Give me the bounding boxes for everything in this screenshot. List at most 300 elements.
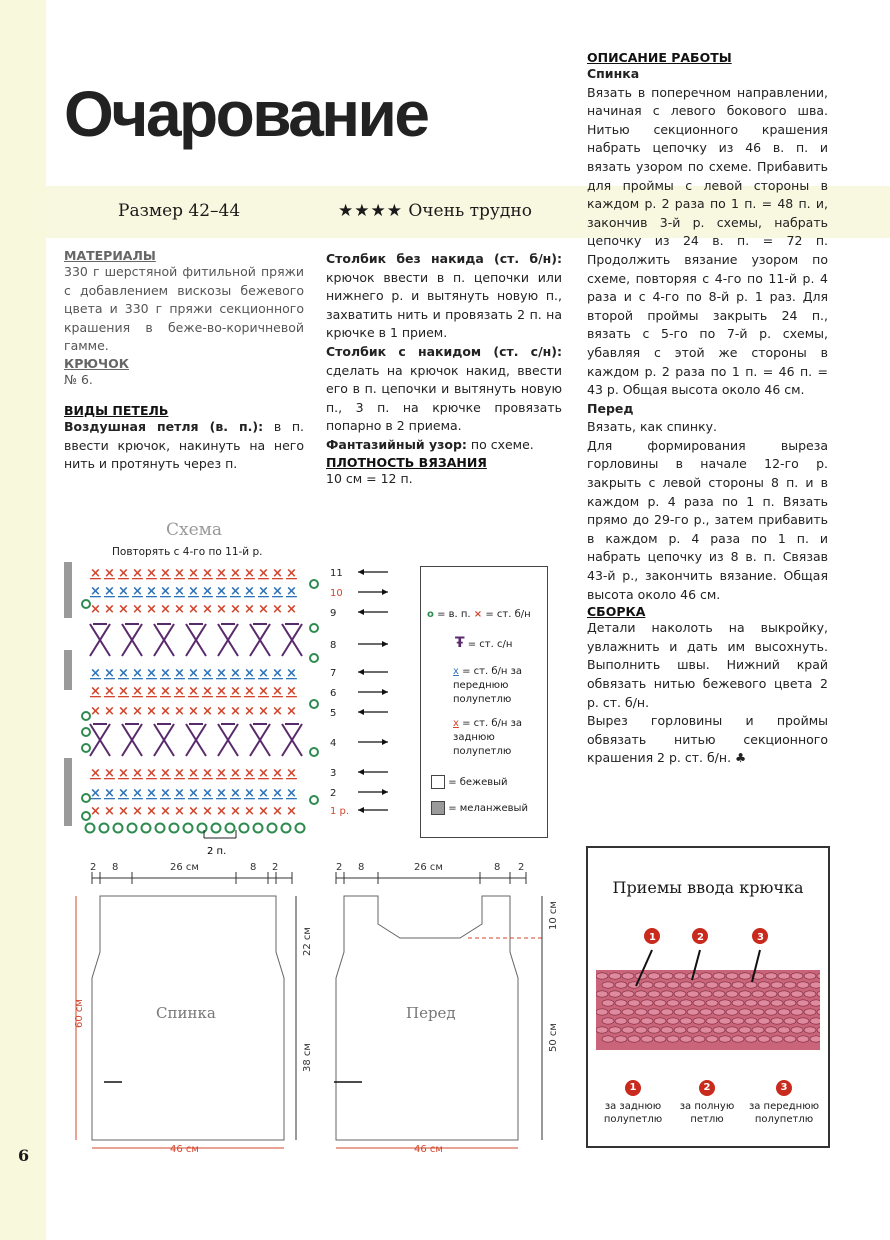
stitch-text: крючок ввести в п. цепочки или нижнего р. и вытянуть новую п., захватить нить и провязать 2 п. на крючке в 1 прием. bbox=[326, 269, 562, 341]
legend-melange bbox=[431, 801, 528, 815]
row-arrow-head bbox=[358, 807, 364, 813]
marker-3-num: 3 bbox=[757, 932, 764, 943]
fabric-loop bbox=[667, 1036, 679, 1042]
fabric-loop bbox=[791, 991, 803, 997]
stitch-sc: × bbox=[90, 584, 101, 599]
fabric-loop bbox=[739, 991, 751, 997]
back-dim-5: 2 bbox=[272, 862, 279, 873]
fabric-loop bbox=[784, 1018, 796, 1024]
legend-front-loop bbox=[453, 665, 545, 707]
stitch-item bbox=[326, 436, 562, 455]
fabric-loop bbox=[596, 1027, 608, 1033]
size-label: Размер 42–44 bbox=[118, 201, 241, 221]
fabric-loop bbox=[771, 1036, 783, 1042]
fabric-loop bbox=[615, 1000, 627, 1006]
fabric-loop bbox=[784, 982, 796, 988]
fabric-loop bbox=[687, 991, 699, 997]
stitch-sc: × bbox=[132, 766, 143, 781]
stitch-sc: × bbox=[160, 602, 171, 617]
fabric-loop bbox=[622, 1009, 634, 1015]
legend-beige bbox=[431, 775, 508, 789]
fabric-loop bbox=[713, 973, 725, 979]
fabric-loop bbox=[758, 1000, 770, 1006]
stitch-sc: × bbox=[104, 766, 115, 781]
stitch-sc: × bbox=[174, 704, 185, 719]
legend-beige-label: = бежевый bbox=[448, 777, 508, 788]
fabric-loop bbox=[791, 1027, 803, 1033]
row-arrow-head bbox=[358, 609, 364, 615]
stitch-sc: × bbox=[146, 684, 157, 699]
stitch-sc: × bbox=[244, 804, 255, 819]
fabric-loop bbox=[752, 991, 764, 997]
fabric-loop bbox=[726, 973, 738, 979]
stitch-sc: × bbox=[132, 704, 143, 719]
stitch-sc: × bbox=[230, 684, 241, 699]
stitch-sc: × bbox=[286, 766, 297, 781]
fabric-loop bbox=[778, 991, 790, 997]
hook-item-3 bbox=[748, 1080, 820, 1126]
fabric-loop bbox=[641, 1036, 653, 1042]
stitch-sc: × bbox=[244, 584, 255, 599]
hook-item-1-num: 1 bbox=[625, 1080, 641, 1096]
stitch-chain bbox=[156, 824, 165, 833]
back-schematic bbox=[74, 862, 313, 1155]
fabric-loop bbox=[726, 991, 738, 997]
stitch-sc: × bbox=[118, 704, 129, 719]
fabric-loop bbox=[680, 982, 692, 988]
fabric-loop bbox=[615, 1018, 627, 1024]
stitch-sc: × bbox=[160, 666, 171, 681]
fabric-loop bbox=[635, 1027, 647, 1033]
fabric-loop bbox=[641, 1000, 653, 1006]
stitch-sc: × bbox=[258, 766, 269, 781]
stitch-sc: × bbox=[286, 566, 297, 581]
stitch-sc: × bbox=[216, 584, 227, 599]
stitch-sc: × bbox=[230, 602, 241, 617]
fabric-loop bbox=[713, 1009, 725, 1015]
stitch-sc: × bbox=[202, 602, 213, 617]
fabric-loop bbox=[680, 1018, 692, 1024]
fabric-loop bbox=[797, 1036, 809, 1042]
fabric-loop bbox=[713, 991, 725, 997]
fabric-loop bbox=[706, 982, 718, 988]
stitch-sc: × bbox=[258, 566, 269, 581]
stitch-sc: × bbox=[202, 704, 213, 719]
legend-chain-label: = в. п. bbox=[437, 609, 471, 620]
stitch-sc: × bbox=[188, 684, 199, 699]
back-loop-symbol: x bbox=[453, 718, 459, 729]
fabric-loop bbox=[752, 1027, 764, 1033]
assembly-text-1: Детали наколоть на выкройку, увлажнить и дать им высохнуть. Выполнить швы. Нижний край обвязать нитью бежевого цвета 2 р. ст. б/н. bbox=[587, 620, 828, 710]
row-arrow-head bbox=[358, 669, 364, 675]
hook-item-1 bbox=[602, 1080, 664, 1126]
stitch-sc: × bbox=[174, 684, 185, 699]
stitch-sc: × bbox=[118, 666, 129, 681]
melange-swatch bbox=[431, 801, 445, 815]
stitch-sc: × bbox=[174, 804, 185, 819]
fabric-loop bbox=[654, 1018, 666, 1024]
stitch-sc: × bbox=[118, 804, 129, 819]
chart-melange-bar bbox=[64, 562, 72, 618]
fabric-loop bbox=[719, 1018, 731, 1024]
stitch-sc: × bbox=[174, 584, 185, 599]
stitch-sc: × bbox=[146, 584, 157, 599]
back-dim-right-1: 22 см bbox=[302, 927, 313, 956]
stitch-sc: × bbox=[272, 704, 283, 719]
stitch-sc: × bbox=[160, 766, 171, 781]
fabric-loop bbox=[648, 973, 660, 979]
stitch-sc: × bbox=[272, 766, 283, 781]
crochet-chart bbox=[64, 562, 404, 862]
fabric-loop bbox=[784, 1036, 796, 1042]
stitch-sc: × bbox=[90, 666, 101, 681]
stitch-sc: × bbox=[90, 704, 101, 719]
fabric-loop bbox=[687, 1027, 699, 1033]
fabric-loop bbox=[745, 1036, 757, 1042]
fabric-loop bbox=[674, 973, 686, 979]
fabric-loop bbox=[615, 982, 627, 988]
fabric-loop bbox=[628, 1018, 640, 1024]
legend-front-loop-label: = ст. б/н за переднюю полупетлю bbox=[453, 666, 523, 705]
stitch-sc: × bbox=[244, 602, 255, 617]
stitch-sc: × bbox=[104, 602, 115, 617]
fabric-loop bbox=[596, 991, 608, 997]
stitch-sc: × bbox=[132, 804, 143, 819]
fabric-loop bbox=[784, 1000, 796, 1006]
legend-back-loop bbox=[453, 717, 545, 759]
stitch-sc: × bbox=[244, 666, 255, 681]
stitch-sc: × bbox=[160, 804, 171, 819]
fabric-loop bbox=[680, 1036, 692, 1042]
hook-item-3-num: 3 bbox=[776, 1080, 792, 1096]
stitch-text: по схеме. bbox=[470, 436, 534, 452]
fabric-loop bbox=[609, 973, 621, 979]
stitch-chain bbox=[82, 712, 90, 720]
fabric-loop bbox=[680, 1000, 692, 1006]
stitch-name: Столбик с накидом (ст. с/н): bbox=[326, 343, 562, 359]
back-dim-3: 26 см bbox=[170, 862, 199, 873]
legend-melange-label: = меланжевый bbox=[448, 803, 528, 814]
back-width-label: 46 см bbox=[170, 1144, 199, 1155]
stitch-sc: × bbox=[90, 684, 101, 699]
stitch-sc: × bbox=[230, 566, 241, 581]
fabric-loop bbox=[739, 1009, 751, 1015]
stitch-sc: × bbox=[188, 566, 199, 581]
stitch-sc: × bbox=[146, 566, 157, 581]
stitch-sc: × bbox=[244, 766, 255, 781]
stitch-sc: × bbox=[118, 684, 129, 699]
stitch-chain bbox=[100, 824, 109, 833]
fabric-loop bbox=[661, 973, 673, 979]
stitch-item bbox=[326, 343, 562, 436]
stitch-sc: × bbox=[202, 666, 213, 681]
fabric-loop bbox=[765, 991, 777, 997]
back-height-label: 60 см bbox=[74, 999, 85, 1028]
fabric-loop bbox=[641, 982, 653, 988]
hook-item-3-label: за переднюю полупетлю bbox=[748, 1101, 820, 1125]
stitch-text: в п. ввести крючок, накинуть на него нить и протянуть через п. bbox=[64, 419, 304, 472]
difficulty-stars: ★★★★ bbox=[338, 201, 403, 221]
stitch-sc: × bbox=[132, 786, 143, 801]
stitch-sc: × bbox=[188, 584, 199, 599]
fabric-loop bbox=[674, 991, 686, 997]
chart-arrows bbox=[358, 569, 388, 813]
fabric-loop bbox=[674, 1027, 686, 1033]
fabric-loop bbox=[602, 982, 614, 988]
stitch-item bbox=[326, 250, 562, 343]
stitch-sc: × bbox=[272, 584, 283, 599]
stitch-sc: × bbox=[202, 766, 213, 781]
stitch-chain bbox=[86, 824, 95, 833]
fabric-loop bbox=[648, 991, 660, 997]
fabric-loop bbox=[687, 1009, 699, 1015]
stitch-sc: × bbox=[160, 584, 171, 599]
hook-item-2 bbox=[676, 1080, 738, 1126]
front-heading: Перед bbox=[587, 400, 634, 416]
fabric-loop bbox=[700, 1027, 712, 1033]
fabric-loop bbox=[745, 982, 757, 988]
row-arrow-head bbox=[382, 641, 388, 647]
stitch-sc: × bbox=[286, 584, 297, 599]
page-title: Очарование bbox=[64, 78, 428, 150]
fabric-loop bbox=[732, 1018, 744, 1024]
fabric-loop bbox=[602, 1018, 614, 1024]
stitch-sc: × bbox=[174, 766, 185, 781]
fabric-loop bbox=[726, 1027, 738, 1033]
fabric-loop bbox=[615, 1036, 627, 1042]
fabric-loop bbox=[596, 1009, 608, 1015]
stitch-sc: × bbox=[104, 666, 115, 681]
stitch-sc: × bbox=[146, 666, 157, 681]
stitch-chain bbox=[82, 600, 90, 608]
marker-2-num: 2 bbox=[697, 932, 704, 943]
front-text-2: Для формирования выреза горловины в начале 12-го р. закрыть с левой стороны 8 п. и в каждом р. 4 раза по 1 п. Вязать прямо до 29-го р., затем прибавить в каждом р. 4 раза по 1 п. и набрать цепочку из 8 в. п. Связав 43-й р., закончить вязание. Общая высота около 46 см. bbox=[587, 437, 828, 602]
fabric-loop bbox=[804, 991, 816, 997]
fabric-loop bbox=[719, 1000, 731, 1006]
stitch-sc: × bbox=[118, 786, 129, 801]
stitch-sc: × bbox=[118, 766, 129, 781]
stitch-sc: × bbox=[132, 566, 143, 581]
stitch-sc: × bbox=[272, 804, 283, 819]
fabric-loop bbox=[804, 1009, 816, 1015]
stitch-chain bbox=[310, 580, 318, 588]
fabric-loop bbox=[693, 1036, 705, 1042]
fabric-loop bbox=[758, 1018, 770, 1024]
page-number: 6 bbox=[18, 1146, 30, 1165]
marker-1-num: 1 bbox=[649, 932, 656, 943]
fabric-loop bbox=[693, 1018, 705, 1024]
fabric-loop bbox=[609, 1027, 621, 1033]
stitch-sc: × bbox=[230, 804, 241, 819]
materials-column bbox=[64, 248, 304, 474]
fabric-loop bbox=[778, 1009, 790, 1015]
front-dim-5: 2 bbox=[518, 862, 525, 873]
stitch-sc: × bbox=[90, 766, 101, 781]
stitches-column bbox=[326, 250, 562, 488]
stitch-sc: × bbox=[202, 684, 213, 699]
fabric-loop bbox=[622, 991, 634, 997]
stitch-name: Воздушная петля (в. п.): bbox=[64, 419, 264, 434]
front-schematic bbox=[334, 862, 559, 1155]
fabric-loop bbox=[797, 982, 809, 988]
hook-box-title: Приемы ввода крючка bbox=[612, 878, 804, 897]
stitch-sc: × bbox=[258, 602, 269, 617]
row-label: 7 bbox=[330, 668, 337, 679]
fabric-loop bbox=[765, 1027, 777, 1033]
row-label: 9 bbox=[330, 608, 337, 619]
fabric-loop bbox=[765, 973, 777, 979]
stitch-sc: × bbox=[258, 704, 269, 719]
row-arrow-head bbox=[358, 709, 364, 715]
row-arrow-head bbox=[382, 689, 388, 695]
stitches-heading: ВИДЫ ПЕТЕЛЬ bbox=[64, 403, 169, 418]
legend-sc-label: = ст. б/н bbox=[485, 609, 531, 620]
stitch-chain bbox=[170, 824, 179, 833]
chart-legend bbox=[420, 566, 548, 838]
stitch-sc: × bbox=[286, 602, 297, 617]
stitch-sc: × bbox=[202, 566, 213, 581]
front-dim-4: 8 bbox=[494, 862, 501, 873]
row-label: 11 bbox=[330, 568, 343, 579]
stitch-sc: × bbox=[160, 704, 171, 719]
stitch-sc: × bbox=[146, 804, 157, 819]
front-label: Перед bbox=[406, 1004, 456, 1022]
fabric-loop bbox=[700, 973, 712, 979]
chart-melange-bar bbox=[64, 650, 72, 690]
fabric-loop bbox=[661, 991, 673, 997]
stitch-chain bbox=[310, 700, 318, 708]
stitch-sc: × bbox=[258, 684, 269, 699]
row-label: 5 bbox=[330, 708, 337, 719]
fabric-loop bbox=[752, 1009, 764, 1015]
front-dim-1: 2 bbox=[336, 862, 343, 873]
fabric-loop bbox=[732, 1036, 744, 1042]
fabric-loop bbox=[778, 1027, 790, 1033]
stitch-sc: × bbox=[146, 602, 157, 617]
fabric-loop bbox=[732, 982, 744, 988]
stitch-sc: × bbox=[132, 584, 143, 599]
front-dim-3: 26 см bbox=[414, 862, 443, 873]
garment-schematics bbox=[60, 852, 580, 1162]
stitch-sc: × bbox=[216, 766, 227, 781]
fabric-loop bbox=[667, 1000, 679, 1006]
stitch-sc: × bbox=[216, 566, 227, 581]
stitch-sc: × bbox=[286, 786, 297, 801]
fabric-loop bbox=[635, 1009, 647, 1015]
stitch-name: Фантазийный узор: bbox=[326, 436, 467, 452]
row-label: 10 bbox=[330, 588, 343, 599]
fabric-loop bbox=[648, 1009, 660, 1015]
chart-row-labels bbox=[330, 568, 349, 817]
fabric-loop bbox=[745, 1000, 757, 1006]
fabric-loop bbox=[810, 1000, 820, 1006]
description-heading: ОПИСАНИЕ РАБОТЫ bbox=[587, 50, 732, 65]
stitch-text: сделать на крючок накид, ввести его в п. цепочки и вытянуть новую п., 3 п. на крючке провязать попарно в 2 приема. bbox=[326, 362, 562, 434]
fabric-loop bbox=[674, 1009, 686, 1015]
stitch-sc: × bbox=[104, 584, 115, 599]
back-text: Вязать в поперечном направлении, начиная с левого бокового шва. Нитью секционного крашения набрать цепочку из 46 в. п. и вязать узором по схеме. Прибавить для проймы с левой стороны в каждом р. 2 раза по 1 п. = 48 п. и, закончив 3-й р. схемы, набрать цепочку из 24 в. п. = 72 п. Продолжить вязание узором по схеме, повторяя с 4-го по 11-й р. 4 раза и с 4-го по 8-й р. 1 раз. Для второй проймы закрыть 24 п., вязать с 5-го по 7-й р. схемы, убавляя с этой же стороны в каждом р. 2 раза по 1 п. = 46 п. = 43 р. Общая высота около 46 см. bbox=[587, 84, 828, 398]
fabric-loop bbox=[719, 1036, 731, 1042]
stitch-sc: × bbox=[272, 566, 283, 581]
row-arrow-head bbox=[382, 789, 388, 795]
stitch-chain bbox=[310, 654, 318, 662]
stitch-sc: × bbox=[132, 602, 143, 617]
row-arrow-head bbox=[358, 769, 364, 775]
stitch-chain bbox=[128, 824, 137, 833]
stitch-sc: × bbox=[272, 786, 283, 801]
fabric-loop bbox=[648, 1027, 660, 1033]
stitch-sc: × bbox=[216, 602, 227, 617]
fabric-loop bbox=[706, 1000, 718, 1006]
repeat-label: 2 п. bbox=[207, 846, 227, 857]
stitch-sc: × bbox=[174, 786, 185, 801]
stitch-chain bbox=[240, 824, 249, 833]
fabric-loop bbox=[791, 1009, 803, 1015]
fabric-loop bbox=[693, 1000, 705, 1006]
fabric-loop bbox=[609, 991, 621, 997]
stitch-sc: × bbox=[216, 704, 227, 719]
fabric-loop bbox=[771, 982, 783, 988]
assembly-text-2: Вырез горловины и проймы обвязать нитью секционного крашения 2 р. ст. б/н. ♣ bbox=[587, 713, 828, 766]
fabric-loop bbox=[791, 973, 803, 979]
stitch-sc: × bbox=[286, 684, 297, 699]
stitch-sc: × bbox=[174, 566, 185, 581]
back-label: Спинка bbox=[156, 1004, 216, 1022]
stitch-sc: × bbox=[90, 804, 101, 819]
stitch-sc: × bbox=[188, 786, 199, 801]
fabric-loop bbox=[719, 982, 731, 988]
chart-melange-bar bbox=[64, 758, 72, 826]
stitch-chain bbox=[82, 812, 90, 820]
stitch-sc: × bbox=[230, 584, 241, 599]
hook-item-2-label: за полную петлю bbox=[679, 1101, 735, 1125]
stitch-sc: × bbox=[118, 566, 129, 581]
row-label: 2 bbox=[330, 788, 337, 799]
stitch-chain bbox=[226, 824, 235, 833]
stitch-sc: × bbox=[188, 804, 199, 819]
schema-repeat-note: Повторять с 4-го по 11-й р. bbox=[112, 546, 263, 558]
fabric-loop bbox=[732, 1000, 744, 1006]
stitch-chain bbox=[310, 624, 318, 632]
fabric-loop bbox=[622, 1027, 634, 1033]
fabric-loop bbox=[706, 1018, 718, 1024]
front-dim-2: 8 bbox=[358, 862, 365, 873]
fabric-loop bbox=[810, 982, 820, 988]
fabric-loop bbox=[667, 1018, 679, 1024]
row-label: 4 bbox=[330, 738, 337, 749]
fabric-loop bbox=[641, 1018, 653, 1024]
difficulty bbox=[338, 201, 532, 221]
fabric-loop bbox=[635, 991, 647, 997]
stitch-sc: × bbox=[244, 704, 255, 719]
stitch-sc: × bbox=[286, 804, 297, 819]
fabric-loop bbox=[758, 982, 770, 988]
stitch-sc: × bbox=[118, 584, 129, 599]
stitch-sc: × bbox=[286, 666, 297, 681]
stitch-chain bbox=[254, 824, 263, 833]
stitch-sc: × bbox=[188, 766, 199, 781]
materials-heading: МАТЕРИАЛЫ bbox=[64, 248, 156, 263]
front-text-1: Вязать, как спинку. bbox=[587, 419, 717, 435]
fabric-loop bbox=[596, 973, 608, 979]
stitch-sc: × bbox=[230, 786, 241, 801]
fabric-loop bbox=[726, 1009, 738, 1015]
stitch-sc: × bbox=[146, 704, 157, 719]
page-edge-strip bbox=[0, 0, 46, 1240]
stitch-chain bbox=[82, 744, 90, 752]
fabric-loop bbox=[622, 973, 634, 979]
stitch-chain bbox=[282, 824, 291, 833]
